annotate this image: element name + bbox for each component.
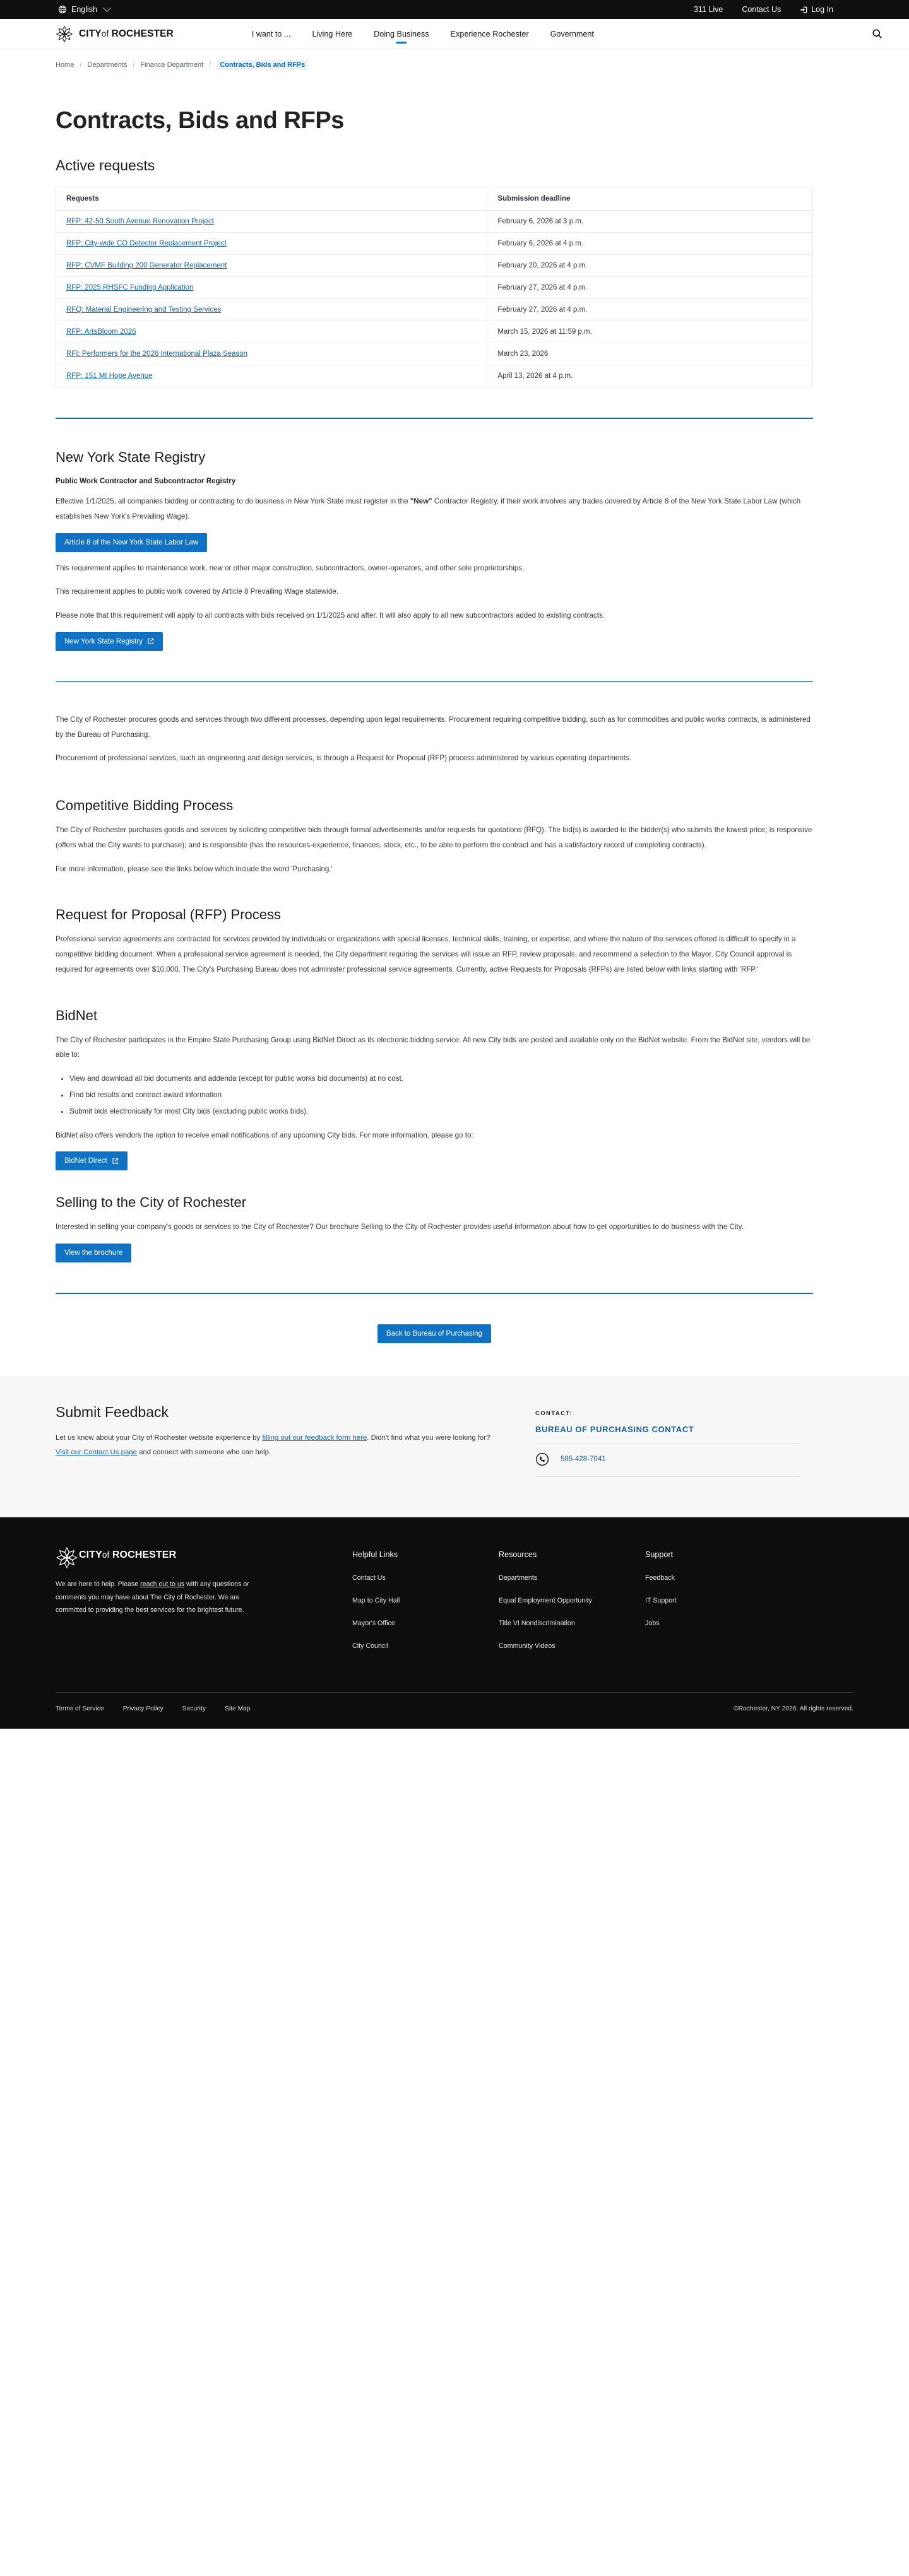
- rfp-process-heading: Request for Proposal (RFP) Process: [56, 907, 282, 923]
- bidnet-section: [56, 1008, 853, 1171]
- site-header: [0, 19, 909, 49]
- footer-blurb: [56, 1578, 264, 1617]
- deadline-cell: February 27, 2026 at 4 p.m.: [487, 277, 813, 299]
- language-selector[interactable]: [58, 5, 110, 14]
- registry-paragraph-4: Please note that this requirement will apply to all contracts with bids received on 1/1/2025 and after. It will also apply to all new subcontractors added to existing contracts.: [56, 611, 605, 620]
- deadline-cell: February 20, 2026 at 4 p.m.: [487, 255, 813, 277]
- procurement-paragraph-2: Procurement of professional services, such as engineering and design services, is through a Request for Proposal (RFP) process administered by various operating departments.: [56, 754, 631, 763]
- page-title: Contracts, Bids and RFPs: [56, 107, 345, 134]
- table-row: [56, 233, 813, 255]
- request-cell: [56, 365, 487, 387]
- registry-para1-post: Contractor Registry, if their work involves any trades covered by Article 8 of the New York State Labor Law (which establishes New York's Prevailing Wage).: [56, 497, 801, 520]
- brand-city: CITY: [79, 28, 102, 39]
- legal-link-terms-of-service[interactable]: Terms of Service: [56, 1705, 104, 1712]
- contact-divider: [535, 1443, 800, 1444]
- footer-column-helpful-links: [352, 1550, 453, 1664]
- footer-column-resources: [499, 1550, 600, 1664]
- ny-state-registry-button[interactable]: [56, 632, 163, 651]
- selling-heading: Selling to the City of Rochester: [56, 1194, 247, 1211]
- active-requests-table: [56, 187, 813, 387]
- footer-logo[interactable]: [56, 1546, 352, 1564]
- legal-links: [56, 1705, 251, 1712]
- footer-link-map-to-city-hall[interactable]: Map to City Hall: [352, 1597, 400, 1605]
- contact-label: CONTACT:: [535, 1410, 573, 1418]
- footer-link-columns: [352, 1546, 746, 1664]
- list-item: • Submit bids electronically for most City bids (excluding public works bids).: [69, 1104, 853, 1119]
- registry-paragraph-3: This requirement applies to public work covered by Article 8 Prevailing Wage statewide.: [56, 587, 339, 596]
- footer-wordmark: [79, 1550, 176, 1561]
- section-divider: [56, 418, 813, 419]
- feedback-text-1: Let us know about your City of Rochester website experience by: [56, 1434, 263, 1442]
- footer-link-city-council[interactable]: City Council: [352, 1642, 389, 1650]
- section-divider: [56, 681, 813, 682]
- column-header-requests: Requests: [56, 187, 487, 211]
- rochester-flower-logo-icon: [56, 25, 73, 43]
- rfp-paragraph-1: Professional service agreements are contracted for services provided by individuals or organizations with special licenses, technical skills, training, or expertise, and where the nature of the services offered is difficult to specify in a competitive bidding document. When a professional service agreement is needed, the City department requiring the services will issue an RFP, review proposals, and recommend a selection to the Mayor. City Council approval is required for agreements over $10,000. The City's Purchasing Bureau does not administer professional service agreements. Currently, active Requests for Proposals (RFPs) are listed below with links starting with 'RFP.': [56, 935, 796, 973]
- footer-brand: [56, 1546, 352, 1664]
- footer-top: [56, 1546, 853, 1664]
- request-cell: [56, 211, 487, 233]
- deadline-cell: February 27, 2026 at 4 p.m.: [487, 299, 813, 321]
- request-cell: [56, 277, 487, 299]
- footer-brand-city: CITY: [79, 1550, 102, 1561]
- request-link[interactable]: RFP: City-wide CO Detector Replacement Project: [66, 240, 227, 247]
- feedback-form-link[interactable]: filling out our feedback form here: [262, 1434, 367, 1442]
- registry-heading: New York State Registry: [56, 449, 206, 465]
- bidnet-direct-button[interactable]: [56, 1151, 128, 1170]
- legal-link-site-map[interactable]: Site Map: [224, 1705, 251, 1712]
- rochester-flower-logo-icon: [56, 1546, 73, 1564]
- request-link[interactable]: RFI: Performers for the 2026 International Plaza Season: [66, 350, 248, 358]
- nav-item-government[interactable]: Government: [550, 29, 594, 38]
- phone-icon: [535, 1452, 549, 1466]
- registry-para1-bold: "New": [410, 497, 432, 505]
- main-content: [0, 107, 909, 1343]
- table-row: [56, 321, 813, 343]
- external-link-icon: [147, 638, 154, 645]
- footer-column-title: Resources: [499, 1550, 537, 1560]
- deadline-cell: April 13, 2026 at 4 p.m.: [497, 372, 573, 380]
- active-requests-heading: Active requests: [56, 157, 155, 173]
- table-row: [56, 211, 813, 233]
- footer-link-departments[interactable]: Departments: [499, 1574, 538, 1582]
- bureau-of-purchasing-contact-link[interactable]: BUREAU OF PURCHASING CONTACT: [535, 1425, 694, 1435]
- table-row: [56, 343, 813, 365]
- reach-out-to-us-link[interactable]: reach out to us: [140, 1580, 185, 1589]
- breadcrumb: [0, 49, 909, 81]
- table-row: [56, 255, 813, 277]
- login-link[interactable]: [800, 5, 833, 14]
- request-cell: [56, 233, 487, 255]
- table-row: [56, 277, 813, 299]
- footer-link-equal-employment-opportunity[interactable]: Equal Employment Opportunity: [499, 1597, 592, 1605]
- footer-blurb-post: with any questions or comments you may have about The City of Rochester. We are committed to providing the best services for the brightest future.: [56, 1580, 249, 1614]
- footer-brand-of: of: [102, 1550, 110, 1560]
- feedback-band: [0, 1376, 909, 1517]
- brand-rochester: ROCHESTER: [111, 28, 174, 39]
- link-contact-us[interactable]: Contact Us: [742, 5, 781, 14]
- nav-item-doing-business[interactable]: Doing Business: [374, 19, 429, 49]
- competitive-bidding-section: [56, 797, 853, 876]
- procurement-paragraph-1: The City of Rochester procures goods and services through two different processes, depending upon legal requirements. Procurement requiring competitive bidding, such as for commodities and public works contracts, is administered by the Bureau of Purchasing.: [56, 715, 811, 739]
- view-brochure-button-label: View the brochure: [64, 1249, 123, 1257]
- breadcrumb-item-finance-department[interactable]: Finance Department: [140, 61, 204, 69]
- selling-paragraph-1: Interested in selling your company's goods or services to the City of Rochester? Our brochure Selling to the City of Rochester provides useful information about how to get opportunities to do business with the City.: [56, 1223, 744, 1232]
- table-header-row: [56, 187, 813, 211]
- footer-column-support: [645, 1550, 746, 1664]
- bidnet-bullet-list: [69, 1071, 853, 1119]
- deadline-cell: February 6, 2026 at 3 p.m.: [487, 211, 813, 233]
- footer-blurb-pre: We are here to help. Please: [56, 1580, 141, 1589]
- feedback-column: [56, 1404, 497, 1486]
- footer-link-jobs[interactable]: Jobs: [645, 1620, 660, 1628]
- nav-item-living-here[interactable]: Living Here: [312, 29, 353, 38]
- feedback-text-2: . Didn't find what you were looking for?: [367, 1434, 490, 1442]
- footer-link-contact-us[interactable]: Contact Us: [352, 1574, 386, 1582]
- nav-item-experience-rochester[interactable]: Experience Rochester: [450, 29, 529, 38]
- globe-icon: [58, 5, 67, 14]
- bidnet-heading: BidNet: [56, 1007, 98, 1023]
- deadline-cell: March 23, 2026: [487, 343, 813, 365]
- main-navigation: [252, 19, 594, 49]
- view-brochure-button[interactable]: [56, 1244, 131, 1262]
- feedback-text-3: and connect with someone who can help.: [136, 1448, 271, 1456]
- footer-column-title: Support: [645, 1550, 674, 1560]
- request-cell: [56, 343, 487, 365]
- procurement-intro-section: [56, 712, 853, 766]
- request-link[interactable]: RFP: 151 Mt Hope Avenue: [66, 372, 153, 380]
- site-footer: [0, 1517, 909, 1729]
- contact-us-page-link[interactable]: Visit our Contact Us page: [56, 1448, 137, 1456]
- breadcrumb-separator: /: [209, 61, 211, 69]
- list-item: • Find bid results and contract award information: [69, 1088, 853, 1103]
- registry-paragraph-1: [56, 494, 813, 524]
- footer-link-community-videos[interactable]: Community Videos: [499, 1642, 556, 1650]
- external-link-icon: [112, 1158, 119, 1165]
- contact-column: [535, 1404, 800, 1486]
- deadline-cell: March 15, 2026 at 11:59 p.m.: [487, 321, 813, 343]
- footer-link-title-vi-nondiscrimination[interactable]: Title VI Nondiscrimination: [499, 1620, 575, 1628]
- competitive-paragraph-2: For more information, please see the links below which include the word 'Purchasing.': [56, 864, 333, 873]
- search-icon[interactable]: [870, 27, 884, 41]
- selling-section: [56, 1194, 853, 1262]
- breadcrumb-item-departments[interactable]: Departments: [87, 61, 128, 69]
- request-link[interactable]: RFP: ArtsBloom 2026: [66, 328, 136, 336]
- request-cell: [56, 321, 487, 343]
- chevron-down-icon: [103, 4, 111, 12]
- registry-para1-pre: Effective 1/1/2025, all companies bidding or contracting to do business in New York State must register in the: [56, 497, 410, 505]
- footer-column-title: Helpful Links: [352, 1550, 398, 1560]
- competitive-bidding-heading: Competitive Bidding Process: [56, 797, 234, 814]
- copyright-text: ©Rochester, NY 2026. All rights reserved.: [734, 1705, 853, 1712]
- table-row: [56, 365, 813, 387]
- bidnet-direct-button-label: BidNet Direct: [64, 1157, 107, 1165]
- back-to-bureau-button-label: Back to Bureau of Purchasing: [386, 1330, 483, 1338]
- table-body: [56, 211, 813, 387]
- ny-state-registry-button-label: New York State Registry: [64, 637, 143, 645]
- nav-item-i-want-to[interactable]: I want to ...: [251, 29, 291, 38]
- login-label: Log In: [811, 5, 833, 14]
- table-row: [56, 299, 813, 321]
- login-icon: [800, 6, 808, 14]
- breadcrumb-item-home[interactable]: Home: [56, 61, 74, 69]
- contact-divider: [535, 1476, 800, 1477]
- list-item: • View and download all bid documents and addenda (except for public works bid documents) at no cost.: [69, 1071, 853, 1086]
- site-logo[interactable]: [56, 25, 174, 43]
- legal-link-privacy-policy[interactable]: Privacy Policy: [122, 1705, 163, 1712]
- registry-subheading: Public Work Contractor and Subcontractor Registry: [56, 477, 236, 485]
- section-divider: [56, 1293, 813, 1294]
- back-to-bureau-button[interactable]: [377, 1324, 491, 1343]
- legal-link-security[interactable]: Security: [182, 1705, 206, 1712]
- request-link[interactable]: RFP: CVMF Building 200 Generator Replacement: [66, 262, 227, 269]
- ny-state-registry-section: [56, 449, 853, 651]
- deadline-cell: February 6, 2026 at 4 p.m.: [487, 233, 813, 255]
- language-label: English: [71, 5, 97, 14]
- brand-wordmark: [79, 28, 174, 40]
- utility-links: [694, 5, 884, 14]
- request-link[interactable]: RFQ: Material Engineering and Testing Services: [66, 306, 222, 314]
- breadcrumb-separator: /: [80, 61, 82, 69]
- request-cell: [56, 255, 487, 277]
- request-link[interactable]: RFP: 42-50 South Avenue Renovation Project: [66, 218, 214, 225]
- breadcrumb-item-current: Contracts, Bids and RFPs: [217, 60, 308, 70]
- footer-link-mayors-office[interactable]: Mayor's Office: [352, 1620, 395, 1628]
- bidnet-paragraph-1: The City of Rochester participates in the Empire State Purchasing Group using BidNet Direct as its electronic bidding service. All new City bids are posted and available only on the BidNet website. From the BidNet site, vendors will be able to:: [56, 1035, 811, 1059]
- breadcrumb-separator: /: [133, 61, 135, 69]
- back-button-container: [56, 1324, 813, 1343]
- rfp-process-section: [56, 907, 853, 977]
- article-8-button[interactable]: [56, 533, 207, 552]
- footer-link-feedback[interactable]: Feedback: [645, 1574, 675, 1582]
- article-8-button-label: Article 8 of the New York State Labor Law: [64, 538, 199, 546]
- request-link[interactable]: RFP: 2025 RHSFC Funding Application: [66, 284, 194, 291]
- footer-link-it-support[interactable]: IT Support: [645, 1597, 677, 1605]
- competitive-paragraph-1: The City of Rochester purchases goods and services by soliciting competitive bids through formal advertisements and/or requests for quotations (RFQ). The bid(s) is awarded to the bidder(s) who submits the lowest price; is responsive (offers what the City wants to purchase); and is responsible (has the resources-experience, finances, stock, etc., to be able to perform the contract and has a satisfactory record of completing contracts).: [56, 826, 812, 849]
- footer-bottom: [56, 1693, 853, 1729]
- brand-of: of: [101, 28, 109, 38]
- feedback-heading: Submit Feedback: [56, 1404, 169, 1421]
- feedback-text: [56, 1431, 497, 1460]
- link-311-live[interactable]: 311 Live: [694, 5, 723, 14]
- contact-phone-link[interactable]: 585-428-7041: [561, 1456, 606, 1464]
- registry-paragraph-2: This requirement applies to maintenance work, new or other major construction, subcontractors, owner-operators, and other sole proprietorships.: [56, 563, 525, 572]
- utility-bar: [0, 0, 909, 19]
- footer-brand-rochester: ROCHESTER: [112, 1550, 177, 1561]
- contact-phone-row: [535, 1452, 800, 1466]
- column-header-deadline: Submission deadline: [487, 187, 813, 211]
- request-cell: [56, 299, 487, 321]
- bidnet-paragraph-2: BidNet also offers vendors the option to receive email notifications of any upcoming City bids. For more information, please go to:: [56, 1131, 473, 1139]
